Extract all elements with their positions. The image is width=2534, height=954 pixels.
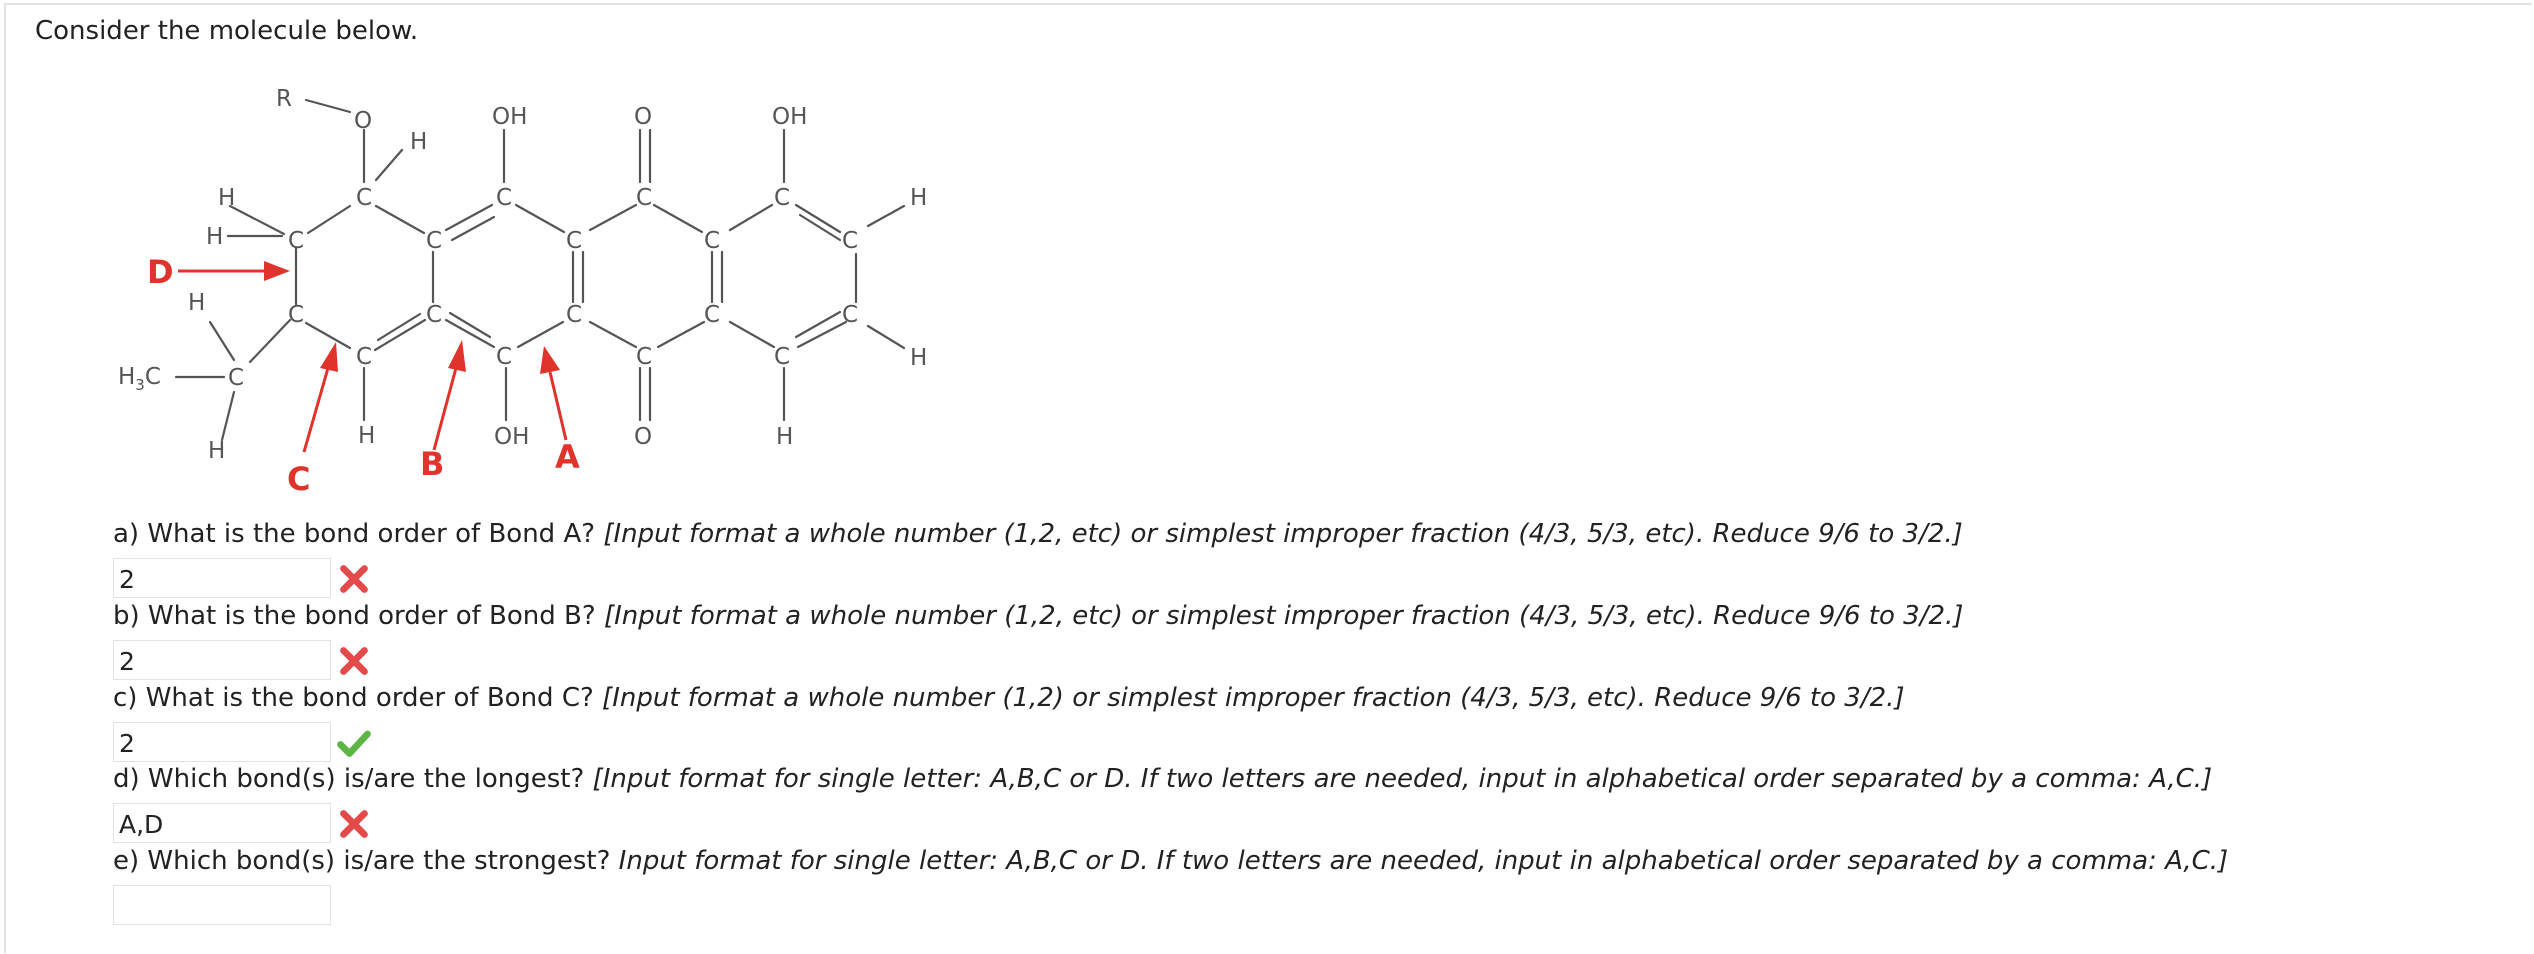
question-a-hint: [Input format a whole number (1,2, etc) or simplest improper fraction (4/3, 5/3, etc). Reduce 9/6 to 3/2.]: [603, 519, 1963, 549]
atom-h-right2: H: [910, 345, 928, 371]
bond-17-18b: [796, 312, 840, 337]
question-b-label: b) What is the bond order of Bond B?: [113, 601, 596, 631]
bond-6-5: [306, 323, 350, 348]
atom-c-ring: C: [566, 228, 583, 254]
atom-c-ring: C: [288, 302, 305, 328]
question-prompt: Consider the molecule below.: [35, 16, 419, 46]
atom-c-ring: C: [704, 228, 721, 254]
bond-h-c1: [376, 150, 402, 180]
question-a-text: [113, 519, 1963, 549]
atom-h-bottom3: H: [776, 424, 794, 450]
bond-r-o: [306, 100, 350, 112]
question-c-text: [113, 683, 1905, 713]
question-c-hint: [Input format a whole number (1,2) or simplest improper fraction (4/3, 5/3, etc). Reduce 9/6 to 3/2.]: [602, 683, 1905, 713]
h3c-h: H: [118, 364, 136, 390]
bond-18-13: [730, 322, 774, 347]
bond-3-7: [446, 205, 492, 230]
bond-c-h: [222, 392, 234, 440]
atom-c-ring: C: [356, 185, 373, 211]
atom-h-ch2a: H: [218, 185, 236, 211]
bond-h-c: [210, 322, 234, 360]
bond-11-12: [654, 205, 702, 232]
answer-a-incorrect-icon: [336, 561, 372, 597]
arrow-b-head: [448, 340, 466, 372]
bond-17-18: [798, 322, 846, 347]
answer-d-incorrect-icon: [336, 806, 372, 842]
bond-5-4: [375, 320, 425, 350]
atom-oh-top2: OH: [772, 104, 808, 130]
atom-c-ring: C: [636, 344, 653, 370]
bond-13-14: [658, 322, 704, 347]
bond-3-2: [376, 206, 424, 233]
answer-b-input[interactable]: [113, 640, 331, 680]
bond-3-7b: [452, 217, 494, 240]
label-c: C: [287, 460, 311, 498]
bond-c-c6: [250, 320, 290, 362]
atom-oh-bottom: OH: [494, 424, 530, 450]
atom-c-ring: C: [496, 185, 513, 211]
atom-h-bottom2: H: [358, 423, 376, 449]
atom-c-ring: C: [842, 228, 859, 254]
question-e-hint: Input format for single letter: A,B,C or D. If two letters are needed, input in alphabetical order separated by a comma: A,C.]: [618, 846, 2229, 876]
arrow-a-head: [540, 346, 560, 374]
bond-h-c6a: [230, 206, 284, 234]
question-d-label: d) Which bond(s) is/are the longest?: [113, 764, 585, 794]
atom-h-right1: H: [910, 185, 928, 211]
label-b: B: [420, 445, 445, 483]
atom-h3c: [118, 364, 161, 394]
question-a-label: a) What is the bond order of Bond A?: [113, 519, 596, 549]
arrow-c-head: [320, 342, 338, 372]
atom-h-ch2b: H: [206, 224, 224, 250]
h3c-subscript: 3: [135, 376, 145, 394]
bond-8-11: [590, 205, 636, 230]
molecule-diagram: [100, 68, 1040, 498]
label-d: D: [147, 253, 174, 291]
bond-9-10: [518, 322, 563, 347]
question-d-text: [113, 764, 2212, 794]
question-b-text: [113, 601, 1963, 631]
bond-12-15: [730, 205, 772, 230]
arrow-a-shaft: [550, 372, 566, 440]
answer-b-incorrect-icon: [336, 643, 372, 679]
atom-c-ring: C: [496, 344, 513, 370]
atom-c-ring: C: [842, 302, 859, 328]
atom-r: R: [276, 86, 292, 112]
h3c-c: C: [144, 364, 161, 390]
atom-c-ring: C: [774, 344, 791, 370]
arrow-d-head: [264, 261, 290, 281]
answer-d-input[interactable]: [113, 803, 331, 843]
question-b-hint: [Input format a whole number (1,2, etc) or simplest improper fraction (4/3, 5/3, etc). Reduce 9/6 to 3/2.]: [603, 601, 1964, 631]
atom-h-bottom1: H: [208, 438, 226, 464]
bond-1-2: [308, 206, 350, 233]
atom-o-bottom: O: [634, 424, 653, 450]
bond-c17-h: [868, 326, 904, 348]
atom-o-top2: O: [634, 104, 653, 130]
atom-c-ring: C: [566, 302, 583, 328]
bond-14-9: [590, 322, 636, 347]
label-a: A: [555, 438, 580, 476]
atom-c-ring: C: [288, 228, 305, 254]
atom-c-ring: C: [636, 185, 653, 211]
arrow-b-shaft: [434, 368, 456, 450]
question-e-text: [113, 846, 2228, 876]
answer-c-correct-icon: [336, 725, 372, 761]
atom-oh-top1: OH: [492, 104, 528, 130]
question-c-label: c) What is the bond order of Bond C?: [113, 683, 594, 713]
atom-c-sub: C: [228, 365, 245, 391]
answer-a-input[interactable]: [113, 558, 331, 598]
arrow-c-shaft: [304, 368, 328, 452]
atom-c-ring: C: [426, 228, 443, 254]
bond-15-16: [796, 205, 840, 232]
atom-c-ring: C: [774, 185, 791, 211]
question-d-hint: [Input format for single letter: A,B,C or D. If two letters are needed, input in alphabetical order separated by a comma: A,C.]: [592, 764, 2213, 794]
answer-e-input[interactable]: [113, 885, 331, 925]
atom-c-ring: C: [704, 302, 721, 328]
atom-h-top: H: [410, 129, 428, 155]
question-e-label: e) Which bond(s) is/are the strongest?: [113, 846, 611, 876]
atom-o-top: O: [354, 108, 373, 134]
answer-c-input[interactable]: [113, 722, 331, 762]
atom-c-ring: C: [356, 344, 373, 370]
bond-c16-h: [868, 206, 904, 226]
bond-7-8: [516, 205, 564, 232]
atom-h-sub: H: [188, 290, 206, 316]
atom-c-ring: C: [426, 302, 443, 328]
